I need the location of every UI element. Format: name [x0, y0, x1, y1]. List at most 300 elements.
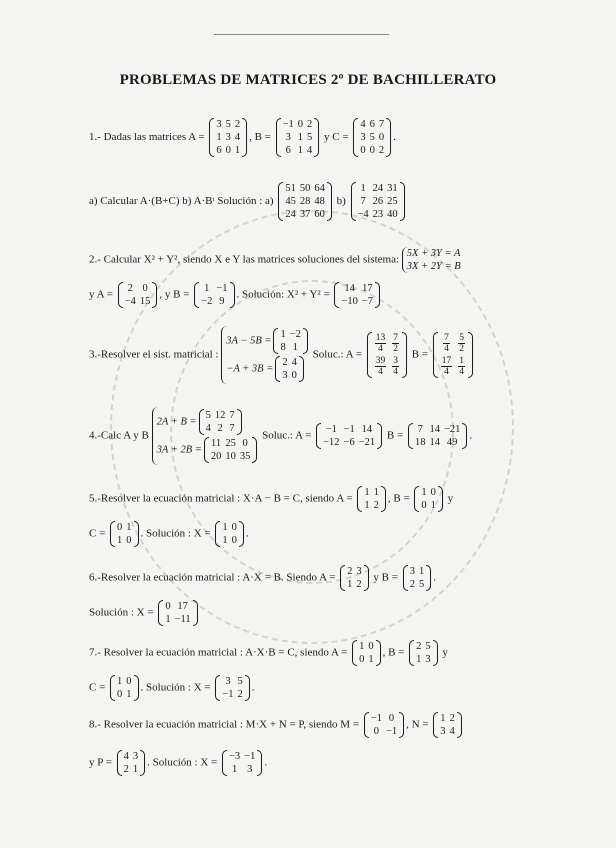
p7-sol-label: . Solución : X =: [140, 681, 211, 694]
matrix-row: [362, 486, 381, 499]
matrix-row: [358, 131, 386, 144]
matrix-grid: [362, 486, 381, 512]
matrix-cell: 3: [282, 370, 288, 381]
p4-solution-A: [316, 423, 382, 449]
p1-label: 1.- Dadas las matrices A =: [89, 131, 205, 144]
matrix-cell: −1: [222, 689, 234, 700]
matrix-cell: 3: [360, 132, 366, 143]
matrix-cell: −4: [124, 296, 136, 307]
matrix-grid: [414, 640, 433, 666]
matrix-cell: 1: [297, 132, 304, 143]
matrix-cell: 1: [204, 283, 210, 294]
p4-eq1-matrix: [199, 409, 242, 435]
fraction-denominator: 4: [444, 367, 449, 377]
matrix-cell: [455, 355, 468, 378]
matrix-row: [358, 118, 386, 131]
matrix-cell: 6: [285, 145, 291, 156]
matrix-cell: 1: [234, 145, 241, 156]
matrix-cell: 23: [372, 209, 384, 220]
p6-sol-label: Solución : X =: [89, 606, 154, 619]
p4-eq1-left: 2A + B =: [156, 416, 197, 428]
p4-sol-a: Soluc.: A =: [262, 429, 312, 442]
matrix-cell: [372, 355, 390, 378]
problem-3: [89, 326, 475, 384]
matrix-grid: [199, 282, 229, 308]
matrix-cell: 0: [297, 119, 304, 130]
matrix-row: [356, 195, 400, 208]
matrix-grid: [321, 423, 377, 449]
matrix-row: [345, 565, 364, 578]
matrix-cell: 2: [237, 689, 243, 700]
matrix-cell: 1: [347, 579, 353, 590]
problem-1-solution: [89, 182, 407, 221]
matrix-row: [356, 208, 400, 221]
fraction: [441, 356, 453, 377]
matrix-row: [122, 750, 141, 763]
matrix-row: [369, 725, 399, 738]
p2-solution-matrix: [334, 282, 380, 308]
matrix-cell: 0: [126, 535, 132, 546]
p8-matrix-N: [433, 712, 462, 738]
matrix-cell: 6: [369, 119, 375, 130]
matrix-cell: 3: [225, 132, 231, 143]
matrix-cell: 5: [205, 410, 211, 421]
p4-eq2: [157, 437, 260, 463]
matrix-grid: [356, 182, 400, 221]
matrix-cell: [438, 332, 456, 355]
matrix-row: [278, 341, 302, 354]
p3-eq1-left: 3A − 5B =: [226, 335, 272, 347]
problem-7-statement: [89, 640, 448, 666]
matrix-cell: 9: [219, 296, 225, 307]
matrix-cell: 1: [126, 689, 132, 700]
p8-label: 8.- Resolver la ecuación matricial : M·X + N = P, siendo M =: [89, 718, 360, 731]
matrix-cell: 1: [418, 566, 425, 577]
matrix-row: [281, 131, 315, 144]
matrix-row: [438, 712, 457, 725]
matrix-grid: [209, 437, 253, 463]
matrix-cell: 51: [285, 183, 296, 194]
matrix-row: [357, 640, 376, 653]
matrix-cell: 2: [217, 423, 223, 434]
p1-matrix-B: [276, 118, 320, 157]
problem-2-statement: [89, 247, 461, 273]
matrix-cell: 1: [421, 487, 427, 498]
p1-b-label: b): [336, 195, 346, 208]
matrix-grid: [214, 118, 242, 157]
fraction-denominator: 4: [459, 367, 464, 377]
matrix-row: [214, 131, 242, 144]
p8-solution-matrix: [222, 750, 262, 776]
matrix-cell: 6: [216, 145, 222, 156]
matrix-row: [413, 423, 462, 436]
matrix-row: [280, 356, 299, 369]
matrix-grid: [357, 640, 376, 666]
matrix-row: [227, 763, 257, 776]
matrix-cell: 2: [356, 579, 362, 590]
matrix-cell: −7: [361, 296, 373, 307]
matrix-cell: −4: [357, 209, 369, 220]
matrix-cell: 0: [225, 145, 231, 156]
matrix-cell: 0: [117, 522, 123, 533]
fraction: [443, 333, 450, 354]
matrix-cell: 3: [425, 654, 431, 665]
p5-y: y: [447, 492, 454, 505]
matrix-cell: 3: [440, 726, 446, 737]
matrix-cell: 0: [373, 726, 379, 737]
matrix-row: [204, 409, 237, 422]
matrix-cell: 20: [210, 451, 222, 462]
matrix-cell: 0: [430, 487, 436, 498]
fraction-denominator: 4: [378, 367, 383, 377]
matrix-cell: 0: [231, 522, 237, 533]
matrix-cell: 31: [387, 183, 398, 194]
matrix-row: [123, 295, 153, 308]
matrix-cell: 1: [297, 145, 304, 156]
matrix-cell: 49: [446, 437, 458, 448]
p1-solution-b-matrix: [351, 182, 405, 221]
p6-B-label: y B =: [373, 571, 398, 584]
matrix-cell: 7: [417, 424, 423, 435]
matrix-grid: [220, 675, 244, 701]
matrix-row: [220, 534, 239, 547]
matrix-row: [283, 182, 327, 195]
matrix-cell: 12: [214, 410, 226, 421]
matrix-cell: 1: [430, 500, 436, 511]
matrix-row: [123, 282, 153, 295]
matrix-cell: [389, 332, 402, 355]
matrix-row: [369, 712, 399, 725]
p7-B-label: , B =: [382, 646, 405, 659]
fraction-numerator: 3: [393, 356, 398, 366]
fraction: [458, 356, 465, 377]
p7-label: 7.- Resolver la ecuación matricial : A·X·B = C, siendo A =: [89, 646, 348, 659]
matrix-cell: 17: [177, 601, 188, 612]
p4-sol-b: B =: [386, 429, 404, 442]
fraction-numerator: 39: [375, 356, 386, 366]
matrix-cell: −11: [174, 614, 191, 625]
matrix-cell: −6: [343, 437, 355, 448]
matrix-cell: 14: [429, 424, 440, 435]
p7-matrix-C: [110, 675, 139, 701]
matrix-row: [209, 437, 253, 450]
matrix-cell: 4: [123, 751, 129, 762]
matrix-cell: −1: [244, 751, 256, 762]
matrix-row: [372, 355, 402, 378]
matrix-cell: 45: [285, 196, 296, 207]
p8-matrix-P: [117, 750, 146, 776]
p3-eq1: [226, 328, 310, 354]
matrix-cell: 0: [421, 500, 427, 511]
matrix-cell: 1: [280, 329, 286, 340]
matrix-cell: 1: [359, 641, 365, 652]
problem-5-solution: [89, 521, 249, 547]
matrix-grid: [278, 328, 302, 354]
p4-eq1: [157, 409, 260, 435]
matrix-cell: 0: [117, 689, 123, 700]
p3-label: 3.-Resolver el sist. matricial :: [89, 348, 219, 361]
matrix-row: [438, 332, 468, 355]
p2-eq2: 3X + 2Y = B: [406, 261, 461, 272]
matrix-cell: 1: [373, 487, 379, 498]
matrix-cell: 4: [449, 726, 455, 737]
matrix-row: [283, 208, 327, 221]
matrix-row: [357, 653, 376, 666]
matrix-cell: 50: [299, 183, 311, 194]
matrix-cell: [389, 355, 402, 378]
p5-matrix-C: [110, 521, 139, 547]
matrix-cell: [372, 332, 390, 355]
matrix-row: [345, 578, 364, 591]
p1-B-label: , B =: [249, 131, 271, 144]
matrix-grid: [413, 423, 462, 449]
fraction-numerator: 13: [375, 333, 386, 343]
matrix-row: [163, 600, 192, 613]
matrix-cell: [438, 355, 456, 378]
p3-eq2-left: −A + 3B =: [226, 363, 274, 375]
matrix-row: [419, 486, 438, 499]
matrix-cell: 4: [291, 357, 297, 368]
matrix-cell: 1: [222, 535, 228, 546]
fraction-numerator: 5: [459, 333, 464, 343]
matrix-row: [321, 436, 377, 449]
p6-matrix-B: [403, 565, 432, 591]
matrix-cell: 1: [231, 764, 238, 775]
matrix-cell: 1: [132, 764, 139, 775]
matrix-cell: 4: [205, 423, 211, 434]
matrix-cell: −1: [370, 713, 382, 724]
fraction-numerator: 7: [393, 333, 398, 343]
matrix-cell: 0: [359, 654, 365, 665]
matrix-cell: 1: [360, 183, 366, 194]
matrix-row: [414, 653, 433, 666]
matrix-row: [199, 295, 229, 308]
matrix-grid: [227, 750, 257, 776]
matrix-cell: 1: [222, 522, 228, 533]
fraction: [458, 333, 465, 354]
matrix-grid: [115, 521, 134, 547]
p4-end: .: [469, 429, 473, 442]
matrix-row: [209, 450, 253, 463]
matrix-grid: [123, 282, 153, 308]
matrix-row: [220, 688, 244, 701]
matrix-cell: −1: [385, 726, 398, 737]
p1-solution-a-matrix: [278, 182, 332, 221]
problem-2-solution: [89, 282, 382, 308]
fraction-denominator: 4: [393, 367, 398, 377]
matrix-cell: −2: [201, 296, 213, 307]
matrix-cell: 0: [242, 438, 248, 449]
fraction-denominator: 4: [378, 344, 383, 354]
matrix-cell: 1: [364, 500, 370, 511]
fraction-matrix-grid: [438, 332, 468, 378]
matrix-grid: [280, 356, 299, 382]
matrix-row: [358, 144, 386, 157]
matrix-cell: 0: [360, 145, 366, 156]
matrix-row: [115, 534, 134, 547]
p6-label: 6.-Resolver la ecuación matricial : A·X = B. Siendo A =: [89, 571, 336, 584]
matrix-cell: 3: [132, 751, 139, 762]
matrix-cell: 2: [347, 566, 353, 577]
matrix-cell: 35: [239, 451, 251, 462]
p8-matrix-M: [364, 712, 404, 738]
p5-solution-matrix: [215, 521, 244, 547]
matrix-cell: 7: [360, 196, 366, 207]
matrix-cell: 1: [440, 713, 446, 724]
matrix-row: [163, 613, 192, 626]
matrix-cell: 5: [418, 579, 425, 590]
fraction: [392, 356, 399, 377]
matrix-cell: 0: [388, 713, 395, 724]
p7-y: y: [442, 646, 448, 659]
matrix-row: [339, 282, 375, 295]
matrix-cell: 1: [368, 654, 374, 665]
matrix-row: [339, 295, 375, 308]
matrix-cell: 11: [211, 438, 222, 449]
matrix-cell: 0: [231, 535, 237, 546]
matrix-cell: 7: [229, 423, 235, 434]
fraction-denominator: 4: [444, 344, 449, 354]
p6-matrix-A: [340, 565, 369, 591]
matrix-cell: 4: [307, 145, 313, 156]
problem-1-statement: [89, 118, 396, 157]
p5-matrix-A: [357, 486, 386, 512]
p1-end: .: [393, 131, 396, 144]
matrix-cell: 24: [285, 209, 296, 220]
fraction: [392, 333, 399, 354]
matrix-cell: −1: [282, 119, 294, 130]
matrix-cell: 1: [416, 654, 422, 665]
p4-eq2-left: 3A + 2B =: [156, 444, 202, 456]
matrix-row: [413, 436, 462, 449]
p7-solution-matrix: [215, 675, 249, 701]
p7-C-label: C =: [89, 681, 106, 694]
matrix-grid: [220, 521, 239, 547]
p4-solution-B: [408, 423, 467, 449]
matrix-cell: 14: [361, 424, 373, 435]
matrix-row: [438, 725, 457, 738]
problem-8-statement: [89, 712, 464, 738]
matrix-grid: [345, 565, 364, 591]
matrix-cell: 1: [292, 342, 298, 353]
matrix-cell: 5: [369, 132, 375, 143]
p2-matrix-A: [118, 282, 158, 308]
matrix-row: [199, 282, 229, 295]
matrix-cell: 0: [142, 283, 148, 294]
matrix-cell: 18: [414, 437, 426, 448]
matrix-row: [356, 182, 400, 195]
matrix-cell: 7: [229, 410, 235, 421]
matrix-row: [278, 328, 302, 341]
p3-solution-A: [367, 332, 407, 378]
matrix-row: [204, 422, 237, 435]
p2-sol-label: . Solución: X² + Y² =: [236, 288, 330, 301]
p6-end: .: [433, 571, 436, 584]
matrix-row: [220, 521, 239, 534]
matrix-row: [281, 144, 315, 157]
problem-5-statement: [89, 486, 453, 512]
matrix-cell: 37: [299, 209, 311, 220]
matrix-cell: 3: [409, 566, 415, 577]
matrix-cell: 2: [127, 283, 133, 294]
p6-solution-matrix: [158, 600, 197, 626]
matrix-row: [280, 369, 299, 382]
matrix-cell: 2: [409, 579, 415, 590]
p7-end: .: [251, 681, 255, 694]
matrix-cell: 3: [225, 676, 231, 687]
matrix-cell: 2: [282, 357, 288, 368]
matrix-cell: 0: [369, 145, 375, 156]
matrix-grid: [281, 118, 315, 157]
matrix-cell: 2: [373, 500, 379, 511]
matrix-grid: [408, 565, 427, 591]
p1-matrix-C: [353, 118, 391, 157]
matrix-cell: 1: [364, 487, 370, 498]
fraction: [375, 356, 387, 377]
matrix-cell: 5: [237, 676, 243, 687]
matrix-cell: 1: [165, 614, 171, 625]
matrix-cell: 24: [372, 183, 384, 194]
matrix-grid: [115, 675, 134, 701]
matrix-cell: 25: [225, 438, 236, 449]
p1-questions: a) Calcular A·(B+C) b) A·Bᵗ Solución : a): [89, 195, 274, 208]
p2-system: [402, 247, 461, 273]
matrix-cell: 1: [216, 132, 222, 143]
p2-y-label: y A =: [89, 288, 113, 301]
matrix-cell: 10: [225, 451, 236, 462]
matrix-row: [115, 688, 134, 701]
matrix-cell: 48: [314, 196, 325, 207]
matrix-cell: 7: [378, 119, 385, 130]
matrix-row: [227, 750, 257, 763]
fraction-denominator: 2: [459, 344, 464, 354]
p3-eq2-matrix: [275, 356, 304, 382]
matrix-row: [283, 195, 327, 208]
matrix-cell: −2: [289, 329, 301, 340]
matrix-cell: 3: [285, 132, 291, 143]
matrix-row: [115, 521, 134, 534]
fraction: [375, 333, 387, 354]
matrix-cell: 4: [234, 132, 241, 143]
matrix-cell: 14: [429, 437, 440, 448]
matrix-row: [122, 763, 141, 776]
matrix-cell: 5: [225, 119, 231, 130]
p8-N-label: , N =: [406, 718, 429, 731]
matrix-cell: 3: [247, 764, 253, 775]
matrix-row: [362, 499, 381, 512]
matrix-grid: [163, 600, 192, 626]
matrix-row: [115, 675, 134, 688]
matrix-cell: −12: [323, 437, 340, 448]
matrix-cell: 5: [307, 132, 313, 143]
matrix-cell: 5: [425, 641, 431, 652]
matrix-cell: 3: [356, 566, 362, 577]
matrix-cell: 0: [368, 641, 374, 652]
matrix-row: [220, 675, 244, 688]
matrix-row: [408, 565, 427, 578]
p1-matrix-A: [209, 118, 247, 157]
p5-B-label: , B =: [387, 492, 410, 505]
matrix-grid: [204, 409, 237, 435]
top-scan-mark: [214, 34, 389, 35]
matrix-grid: [122, 750, 141, 776]
matrix-grid: [358, 118, 386, 157]
fraction-denominator: 2: [393, 344, 398, 354]
fraction-numerator: 7: [444, 333, 449, 343]
p5-C-label: C =: [89, 527, 106, 540]
p5-sol-label: . Solución : X =: [140, 527, 211, 540]
problem-4: [89, 407, 472, 465]
